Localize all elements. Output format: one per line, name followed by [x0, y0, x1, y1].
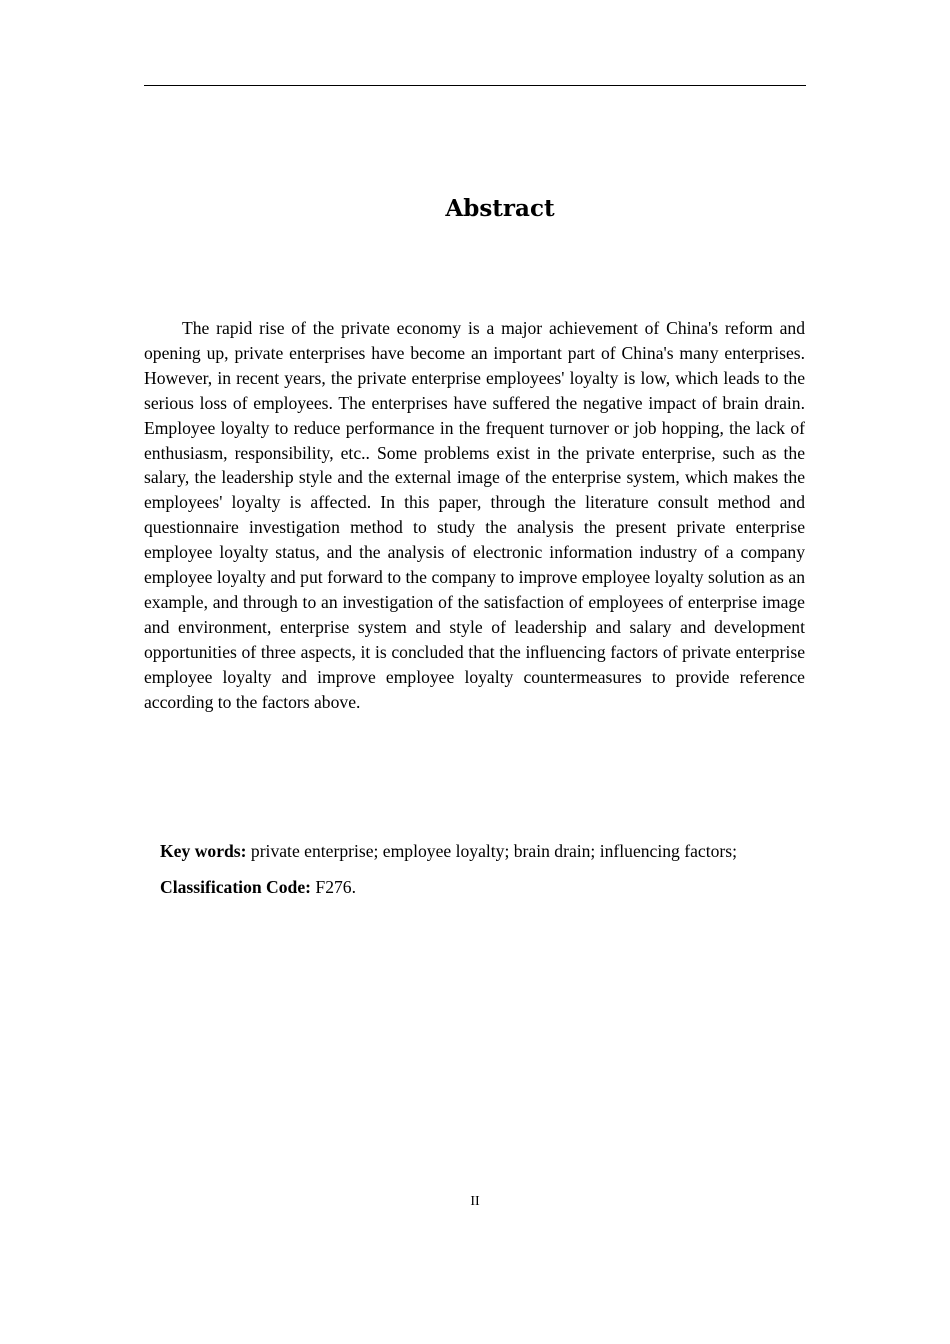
page-title: Abstract [445, 195, 555, 222]
classification-line [160, 875, 840, 899]
page-number: II [470, 1194, 480, 1209]
classification-label: Classification Code: [160, 877, 312, 897]
keywords-label: Key words: [160, 841, 247, 861]
keywords-value: private enterprise; employee loyalty; brain drain; influencing factors; [250, 841, 738, 861]
classification-value: F276. [315, 877, 356, 897]
abstract-paragraph: The rapid rise of the private economy is a major achievement of China's reform and opening up, private enterprises have become an important part of China's many enterprises. However, in recent years, the private enterprise employees' loyalty is low, which leads to the serious loss of employees. The enterprises have suffered the negative impact of brain drain. Employee loyalty to reduce performance in the frequent turnover or job hopping, the lack of enthusiasm, responsibility, etc.. Some problems exist in the private enterprise, such as the salary, the leadership style and the external image of the enterprise system, which makes the employees' loyalty is affected. In this paper, through the literature consult method and questionnaire investigation method to study the analysis the present private enterprise employee loyalty status, and the analysis of electronic information industry of a company employee loyalty and put forward to the company to improve employee loyalty solution as an example, and through to an investigation of the satisfaction of employees of enterprise image and environment, enterprise system and style of leadership and salary and development opportunities of three aspects, it is concluded that the influencing factors of private enterprise employee loyalty and improve employee loyalty countermeasures to provide reference according to the factors above. [144, 318, 805, 712]
keywords-line [160, 839, 840, 863]
header-rule [144, 85, 806, 86]
